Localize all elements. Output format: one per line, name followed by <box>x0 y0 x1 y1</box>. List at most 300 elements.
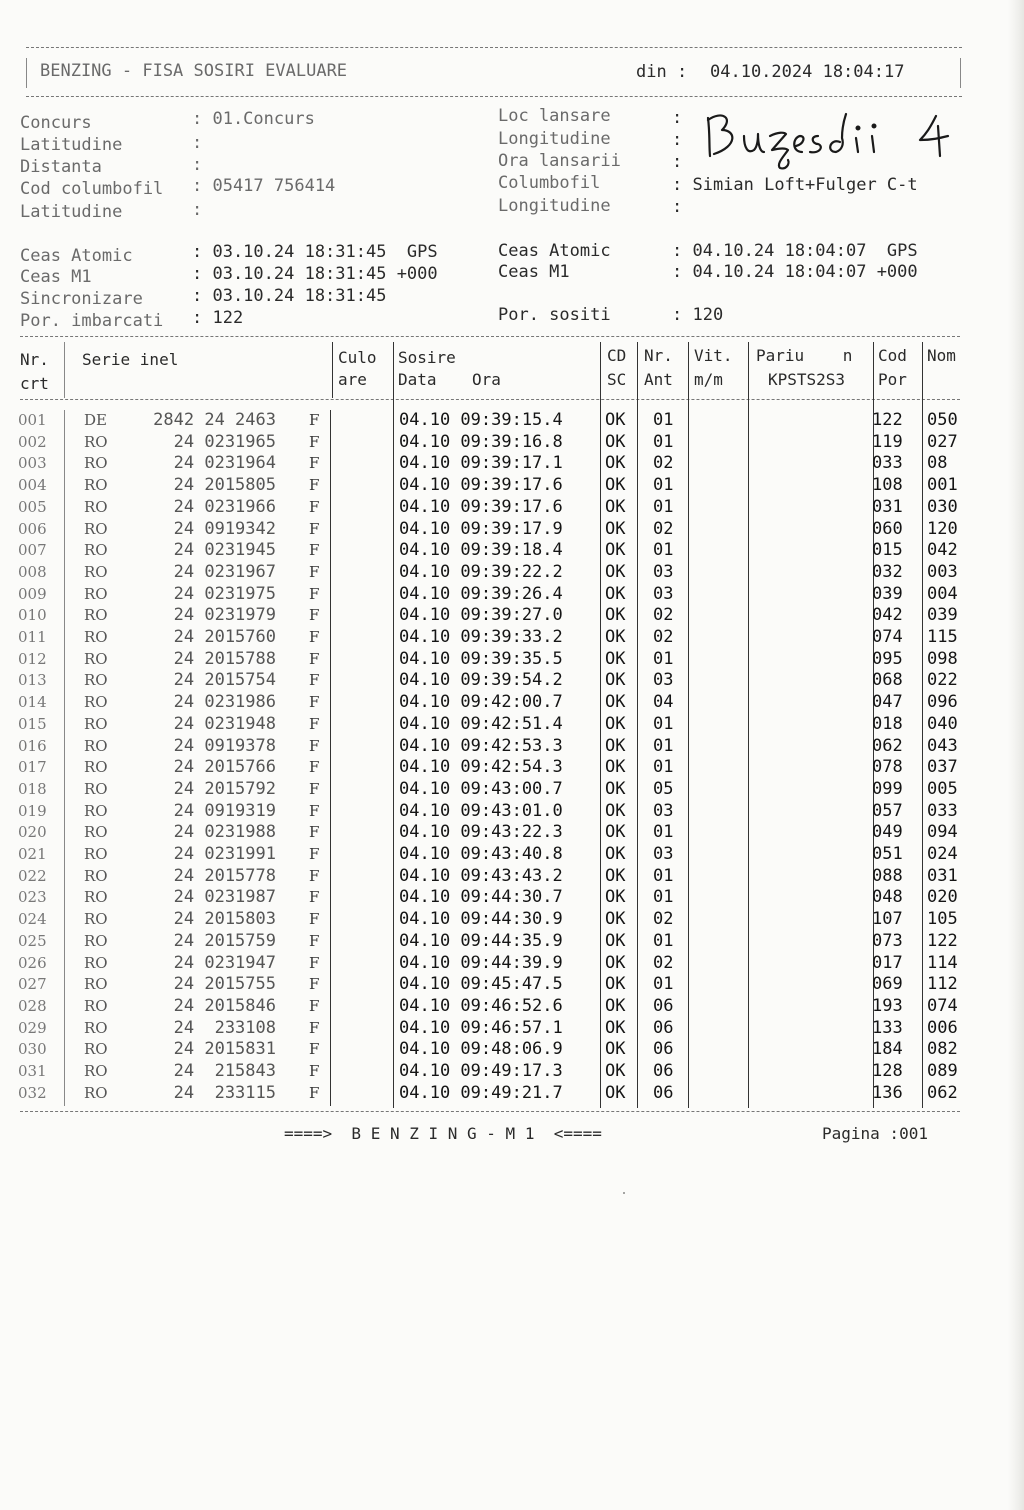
cell-nom: 040 <box>927 713 958 734</box>
cell-cd: OK <box>605 1082 626 1103</box>
footer-banner: ====> B E N Z I N G - M 1 <==== <box>284 1124 602 1143</box>
cell-nr: 013 <box>18 671 47 690</box>
cell-sex: F <box>309 1083 320 1102</box>
cell-cty: RO <box>84 432 108 451</box>
clock-value: : 03.10.24 18:31:45 <box>192 286 387 306</box>
column-header-speed: m/m <box>694 370 723 389</box>
table-row <box>0 996 1024 1017</box>
clock-label: Por. imbarcati <box>20 311 164 331</box>
cell-date: 04.10 09:39:35.5 <box>399 648 563 669</box>
cell-cty: RO <box>84 562 108 581</box>
cell-nom: 033 <box>927 800 958 821</box>
cell-cod: 017 <box>872 952 903 973</box>
info-label: Concurs <box>20 113 92 133</box>
cell-nom: 042 <box>927 540 958 561</box>
cell-nom: 08 <box>927 453 948 474</box>
cell-cd: OK <box>605 518 626 539</box>
cell-ring: 24 0231947 <box>173 952 276 973</box>
cell-date: 04.10 09:43:43.2 <box>399 865 563 886</box>
cell-cd: OK <box>605 1039 626 1060</box>
table-row <box>0 410 1024 431</box>
clock-label: Ceas Atomic <box>498 241 611 261</box>
cell-cd: OK <box>605 974 626 995</box>
cell-date: 04.10 09:49:17.3 <box>399 1061 563 1081</box>
cell-nr: 024 <box>18 910 47 929</box>
table-row <box>0 519 1024 540</box>
info-value: : Simian Loft+Fulger C-t <box>672 175 918 195</box>
cell-sex: F <box>309 801 320 820</box>
cell-nr: 030 <box>18 1040 47 1059</box>
cell-cod: 042 <box>872 605 903 626</box>
cell-ring: 24 2015778 <box>173 865 276 886</box>
cell-cty: RO <box>84 910 108 929</box>
table-row <box>0 822 1024 843</box>
cell-cod: 069 <box>872 974 903 995</box>
cell-cty: RO <box>84 497 108 516</box>
cell-sex: F <box>309 411 320 429</box>
cell-nr: 003 <box>18 454 47 473</box>
cell-cd: OK <box>605 410 626 430</box>
cell-cod: 108 <box>872 475 903 496</box>
cell-nr: 011 <box>18 628 47 646</box>
cell-cd: OK <box>605 778 626 799</box>
cell-sex: F <box>309 432 320 451</box>
table-top-border <box>20 336 960 337</box>
table-row <box>0 866 1024 887</box>
cell-ant: 04 <box>653 692 674 713</box>
cell-cd: OK <box>605 887 626 908</box>
cell-nr: 031 <box>18 1062 47 1080</box>
info-value: : <box>192 133 203 153</box>
print-date: 04.10.2024 18:04:17 <box>710 62 905 82</box>
cell-nom: 001 <box>927 475 958 496</box>
info-label: Longitudine <box>498 129 611 149</box>
cell-nom: 094 <box>927 822 958 843</box>
cell-cty: RO <box>84 606 108 625</box>
clock-value: : 03.10.24 18:31:45 +000 <box>192 264 438 284</box>
cell-date: 04.10 09:45:47.5 <box>399 974 563 995</box>
cell-ant: 01 <box>653 496 674 517</box>
paper-speck <box>623 1192 625 1194</box>
cell-sex: F <box>309 541 320 560</box>
cell-date: 04.10 09:39:16.8 <box>399 431 563 452</box>
cell-cty: RO <box>84 649 108 668</box>
cell-nr: 019 <box>18 801 47 820</box>
cell-date: 04.10 09:46:52.6 <box>399 995 563 1016</box>
cell-cd: OK <box>605 1061 626 1081</box>
column-header-cd: CD <box>607 346 627 365</box>
cell-ant: 01 <box>653 540 674 561</box>
column-separator <box>64 342 65 398</box>
cell-cty: RO <box>84 931 108 950</box>
info-label: Latitudine <box>20 135 123 155</box>
cell-ant: 02 <box>653 605 674 626</box>
cell-ring: 24 2015755 <box>173 974 276 995</box>
table-row <box>0 1061 1024 1082</box>
cell-nom: 005 <box>927 778 958 799</box>
cell-ant: 02 <box>653 952 674 973</box>
cell-ant: 01 <box>653 735 674 756</box>
cell-nom: 004 <box>927 583 958 604</box>
cell-cty: RO <box>84 845 108 863</box>
cell-ring: 24 2015831 <box>173 1039 276 1060</box>
cell-sex: F <box>309 714 320 733</box>
cell-cd: OK <box>605 605 626 626</box>
cell-sex: F <box>309 910 320 929</box>
cell-cd: OK <box>605 431 626 452</box>
cell-nr: 018 <box>18 779 47 798</box>
cell-date: 04.10 09:39:54.2 <box>399 670 563 691</box>
cell-date: 04.10 09:49:21.7 <box>399 1082 563 1103</box>
cell-cd: OK <box>605 496 626 517</box>
table-row <box>0 757 1024 778</box>
cell-cd: OK <box>605 583 626 604</box>
cell-cty: RO <box>84 953 108 972</box>
cell-cod: 078 <box>872 757 903 778</box>
cell-ant: 01 <box>653 475 674 496</box>
cell-cty: RO <box>84 476 108 495</box>
cell-nr: 008 <box>18 562 47 581</box>
cell-date: 04.10 09:39:15.4 <box>399 410 563 430</box>
cell-ring: 24 233115 <box>173 1082 276 1103</box>
cell-cod: 136 <box>872 1082 903 1103</box>
column-header-ring: Serie inel <box>82 350 179 369</box>
column-header-bet: Pariu n <box>756 346 853 365</box>
table-row <box>0 605 1024 626</box>
cell-nom: 030 <box>927 496 958 517</box>
cell-ring: 24 0231979 <box>173 605 276 626</box>
cell-sex: F <box>309 671 320 690</box>
cell-nom: 089 <box>927 1061 958 1081</box>
cell-nr: 007 <box>18 541 47 560</box>
cell-nr: 026 <box>18 953 47 972</box>
info-value: : 05417 756414 <box>192 176 336 196</box>
cell-ant: 05 <box>653 778 674 799</box>
cell-sex: F <box>309 454 320 473</box>
cell-cty: RO <box>84 671 108 690</box>
cell-nr: 015 <box>18 714 47 733</box>
cell-date: 04.10 09:48:06.9 <box>399 1039 563 1060</box>
cell-cod: 073 <box>872 930 903 951</box>
cell-nom: 024 <box>927 844 958 864</box>
cell-cty: RO <box>84 1018 108 1037</box>
cell-nr: 027 <box>18 975 47 994</box>
cell-nom: 112 <box>927 974 958 995</box>
cell-ring: 24 0231965 <box>173 431 276 452</box>
cell-ring: 24 215843 <box>173 1061 276 1081</box>
cell-sex: F <box>309 497 320 516</box>
cell-cty: RO <box>84 779 108 798</box>
cell-sex: F <box>309 584 320 603</box>
cell-date: 04.10 09:39:17.1 <box>399 453 563 474</box>
cell-cod: 107 <box>872 909 903 930</box>
cell-ring: 24 2015803 <box>173 909 276 930</box>
table-row <box>0 432 1024 453</box>
cell-sex: F <box>309 519 320 538</box>
cell-nom: 031 <box>927 865 958 886</box>
cell-ant: 01 <box>653 822 674 843</box>
info-value: : <box>672 108 683 128</box>
cell-nr: 009 <box>18 584 47 603</box>
cell-date: 04.10 09:39:17.9 <box>399 518 563 539</box>
table-row <box>0 1018 1024 1039</box>
cell-ring: 24 2015754 <box>173 670 276 691</box>
table-row <box>0 953 1024 974</box>
cell-sex: F <box>309 888 320 907</box>
table-bottom-border <box>20 1111 960 1112</box>
cell-cd: OK <box>605 930 626 951</box>
table-header-border <box>20 399 960 400</box>
page-number: Pagina :001 <box>822 1124 928 1143</box>
column-header-nom: Nom <box>927 346 956 365</box>
clock-value: : 04.10.24 18:04:07 GPS <box>672 241 918 261</box>
cell-sex: F <box>309 606 320 625</box>
table-row <box>0 974 1024 995</box>
cell-sex: F <box>309 996 320 1015</box>
cell-nr: 012 <box>18 649 47 668</box>
column-header-code: Por <box>878 370 907 389</box>
table-row <box>0 1039 1024 1060</box>
cell-date: 04.10 09:44:30.7 <box>399 887 563 908</box>
cell-nom: 120 <box>927 518 958 539</box>
cell-cd: OK <box>605 865 626 886</box>
cell-nr: 017 <box>18 758 47 777</box>
cell-sex: F <box>309 1040 320 1059</box>
cell-ring: 24 0919378 <box>173 735 276 756</box>
clock-value: : 04.10.24 18:04:07 +000 <box>672 262 918 282</box>
cell-cod: 119 <box>872 431 903 452</box>
cell-cd: OK <box>605 757 626 778</box>
clock-value: : 122 <box>192 308 244 328</box>
cell-ring: 2842 24 2463 <box>153 410 276 430</box>
cell-cd: OK <box>605 540 626 561</box>
cell-nr: 016 <box>18 736 47 755</box>
cell-date: 04.10 09:39:17.6 <box>399 496 563 517</box>
cell-nom: 027 <box>927 431 958 452</box>
cell-cod: 060 <box>872 518 903 539</box>
table-row <box>0 692 1024 713</box>
cell-cod: 133 <box>872 1017 903 1038</box>
table-row <box>0 540 1024 561</box>
table-row <box>0 453 1024 474</box>
cell-nr: 025 <box>18 931 47 950</box>
cell-cty: RO <box>84 1040 108 1059</box>
handwritten-release-place <box>700 104 960 174</box>
cell-cod: 128 <box>872 1061 903 1081</box>
cell-nom: 039 <box>927 605 958 626</box>
cell-date: 04.10 09:43:22.3 <box>399 822 563 843</box>
column-header-nr: crt <box>20 374 49 393</box>
cell-cty: RO <box>84 541 108 560</box>
cell-nr: 032 <box>18 1083 47 1102</box>
cell-cty: RO <box>84 801 108 820</box>
cell-cod: 057 <box>872 800 903 821</box>
cell-nr: 002 <box>18 432 47 451</box>
cell-cod: 015 <box>872 540 903 561</box>
cell-ant: 01 <box>653 930 674 951</box>
info-label: Latitudine <box>20 202 123 222</box>
cell-nom: 006 <box>927 1017 958 1038</box>
info-label: Longitudine <box>498 196 611 216</box>
cell-sex: F <box>309 476 320 495</box>
info-value: : <box>192 200 203 220</box>
cell-date: 04.10 09:42:51.4 <box>399 713 563 734</box>
cell-cod: 184 <box>872 1039 903 1060</box>
column-header-nr: Nr. <box>20 350 49 369</box>
cell-cod: 074 <box>872 627 903 647</box>
cell-cty: RO <box>84 714 108 733</box>
cell-nom: 074 <box>927 995 958 1016</box>
cell-ring: 24 2015760 <box>173 627 276 647</box>
table-row <box>0 649 1024 670</box>
cell-cod: 048 <box>872 887 903 908</box>
table-row <box>0 909 1024 930</box>
cell-ant: 03 <box>653 561 674 582</box>
cell-date: 04.10 09:44:30.9 <box>399 909 563 930</box>
cell-ant: 06 <box>653 1061 674 1081</box>
cell-date: 04.10 09:39:22.2 <box>399 561 563 582</box>
table-row <box>0 475 1024 496</box>
cell-nr: 014 <box>18 693 47 712</box>
cell-nr: 029 <box>18 1018 47 1037</box>
cell-nom: 062 <box>927 1082 958 1103</box>
cell-ant: 01 <box>653 887 674 908</box>
cell-sex: F <box>309 779 320 798</box>
info-label: Ora lansarii <box>498 151 621 171</box>
cell-ant: 02 <box>653 518 674 539</box>
cell-date: 04.10 09:44:35.9 <box>399 930 563 951</box>
cell-ant: 02 <box>653 453 674 474</box>
cell-ring: 24 233108 <box>173 1017 276 1038</box>
cell-date: 04.10 09:43:01.0 <box>399 800 563 821</box>
cell-cd: OK <box>605 800 626 821</box>
cell-cod: 049 <box>872 822 903 843</box>
table-row <box>0 779 1024 800</box>
cell-cty: RO <box>84 823 108 842</box>
cell-nom: 003 <box>927 561 958 582</box>
cell-ring: 24 2015805 <box>173 475 276 496</box>
cell-cty: RO <box>84 693 108 712</box>
title-left-border <box>26 58 27 88</box>
cell-nom: 020 <box>927 887 958 908</box>
cell-sex: F <box>309 736 320 755</box>
cell-nom: 022 <box>927 670 958 691</box>
cell-nom: 050 <box>927 410 958 430</box>
cell-ant: 01 <box>653 757 674 778</box>
cell-nom: 043 <box>927 735 958 756</box>
cell-cty: RO <box>84 975 108 994</box>
cell-cty: RO <box>84 1062 108 1080</box>
cell-nr: 020 <box>18 823 47 842</box>
title-bottom-border <box>26 96 962 97</box>
cell-cd: OK <box>605 648 626 669</box>
cell-sex: F <box>309 866 320 885</box>
column-header-speed: Vit. <box>694 346 733 365</box>
cell-cty: DE <box>84 411 107 429</box>
cell-ant: 06 <box>653 995 674 1016</box>
table-row <box>0 562 1024 583</box>
info-value: : 01.Concurs <box>192 109 315 129</box>
cell-cd: OK <box>605 822 626 843</box>
column-header-antenna: Ant <box>644 370 673 389</box>
cell-cod: 062 <box>872 735 903 756</box>
cell-cod: 039 <box>872 583 903 604</box>
cell-cty: RO <box>84 736 108 755</box>
cell-nom: 098 <box>927 648 958 669</box>
info-label: Cod columbofil <box>20 179 164 199</box>
table-row <box>0 670 1024 691</box>
date-label: din : <box>636 62 688 82</box>
cell-nom: 082 <box>927 1039 958 1060</box>
cell-nr: 022 <box>18 866 47 885</box>
clock-label: Ceas M1 <box>498 262 570 282</box>
cell-cod: 018 <box>872 713 903 734</box>
cell-cd: OK <box>605 561 626 582</box>
cell-nom: 105 <box>927 909 958 930</box>
cell-cd: OK <box>605 475 626 496</box>
cell-nom: 115 <box>927 627 958 647</box>
cell-date: 04.10 09:39:17.6 <box>399 475 563 496</box>
table-row <box>0 497 1024 518</box>
cell-cd: OK <box>605 952 626 973</box>
cell-ant: 06 <box>653 1082 674 1103</box>
cell-nr: 010 <box>18 606 47 625</box>
cell-date: 04.10 09:43:40.8 <box>399 844 563 864</box>
column-header-code: Cod <box>878 346 907 365</box>
cell-cd: OK <box>605 995 626 1016</box>
cell-nom: 114 <box>927 952 958 973</box>
cell-cd: OK <box>605 453 626 474</box>
cell-date: 04.10 09:46:57.1 <box>399 1017 563 1038</box>
cell-cd: OK <box>605 909 626 930</box>
cell-ant: 03 <box>653 583 674 604</box>
cell-cty: RO <box>84 888 108 907</box>
cell-ring: 24 2015766 <box>173 757 276 778</box>
table-row <box>0 887 1024 908</box>
cell-cod: 051 <box>872 844 903 864</box>
table-row <box>0 801 1024 822</box>
table-row <box>0 584 1024 605</box>
column-header-color: Culo <box>338 348 377 367</box>
cell-ant: 03 <box>653 670 674 691</box>
cell-cty: RO <box>84 628 108 646</box>
cell-ring: 24 0231975 <box>173 583 276 604</box>
info-label: Distanta <box>20 157 102 177</box>
cell-date: 04.10 09:39:18.4 <box>399 540 563 561</box>
cell-ant: 03 <box>653 800 674 821</box>
cell-cd: OK <box>605 670 626 691</box>
cell-cod: 122 <box>872 410 903 430</box>
cell-ring: 24 0231964 <box>173 453 276 474</box>
cell-cty: RO <box>84 1083 108 1102</box>
info-value: : <box>672 152 683 172</box>
column-header-color: are <box>338 370 367 389</box>
cell-cty: RO <box>84 584 108 603</box>
clock-value: : 03.10.24 18:31:45 GPS <box>192 242 438 262</box>
cell-date: 04.10 09:42:54.3 <box>399 757 563 778</box>
cell-sex: F <box>309 975 320 994</box>
column-header-arrival: Sosire <box>398 348 456 367</box>
cell-nom: 122 <box>927 930 958 951</box>
info-value: : <box>672 197 683 217</box>
clock-label: Ceas Atomic <box>20 246 133 266</box>
cell-ant: 01 <box>653 865 674 886</box>
column-header-cd: SC <box>607 370 627 389</box>
cell-ring: 24 0231988 <box>173 822 276 843</box>
table-row <box>0 736 1024 757</box>
cell-nom: 037 <box>927 757 958 778</box>
cell-cod: 068 <box>872 670 903 691</box>
